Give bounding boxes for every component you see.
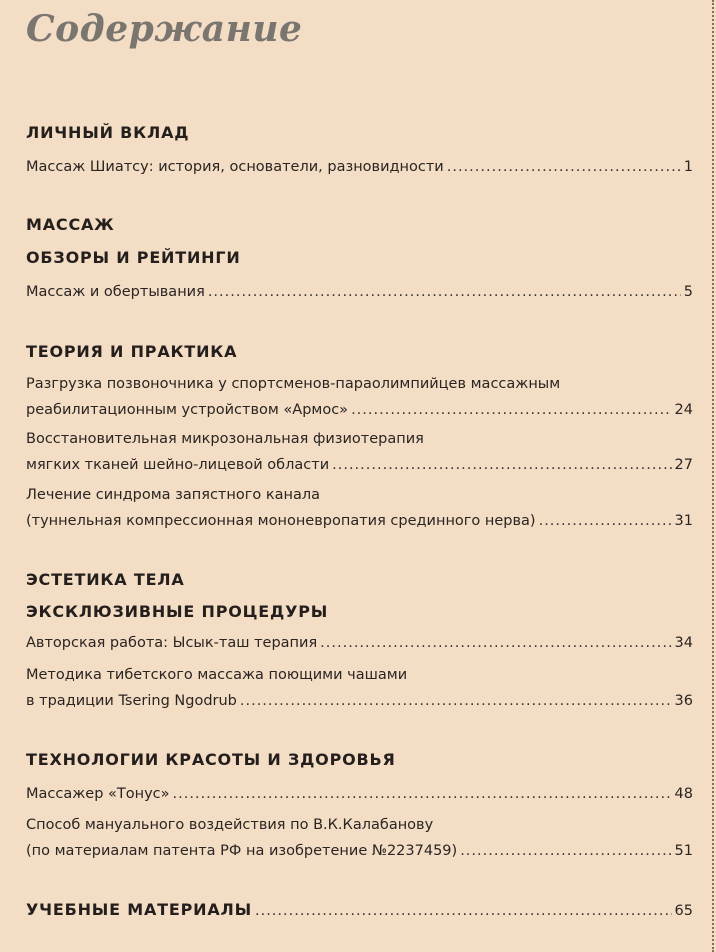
entry-title-line2: реабилитационным устройством «Армос» (26, 402, 349, 418)
page-number: 34 (674, 635, 693, 651)
dot-leader (173, 781, 672, 807)
toc-entry[interactable] (26, 482, 693, 534)
toc-entry[interactable] (26, 630, 693, 656)
dot-leader (240, 688, 672, 714)
toc-entry[interactable] (26, 781, 693, 807)
dot-leader (460, 838, 671, 864)
section-heading-theory: ТЕОРИЯ И ПРАКТИКА (26, 342, 238, 361)
page-number: 1 (683, 159, 693, 175)
page-number: 31 (674, 513, 693, 529)
entry-title-line1: Восстановительная микрозональная физиотерапия (26, 431, 424, 447)
entry-title-line1: Методика тибетского массажа поющими чашами (26, 667, 408, 683)
entry-title-line2: мягких тканей шейно-лицевой области (26, 457, 330, 473)
section-heading-personal: ЛИЧНЫЙ ВКЛАД (26, 123, 190, 142)
page-number: 65 (674, 903, 693, 919)
section-heading-aesthetics: ЭСТЕТИКА ТЕЛА (26, 570, 185, 589)
entry-title: Массаж и обертывания (26, 284, 205, 300)
subsection-heading-exclusive: ЭКСКЛЮЗИВНЫЕ ПРОЦЕДУРЫ (26, 602, 329, 621)
entry-title-line2: (по материалам патента РФ на изобретение №2237459) (26, 843, 458, 859)
section-heading-study: УЧЕБНЫЕ МАТЕРИАЛЫ (26, 900, 252, 919)
entry-title-line2: (туннельная компрессионная мононевропатия срединного нерва) (26, 513, 536, 529)
entry-title-line1: Способ мануального воздействия по В.К.Калабанову (26, 817, 434, 833)
toc-entry[interactable] (26, 426, 693, 478)
page-number: 48 (674, 786, 693, 802)
dot-leader (320, 630, 671, 656)
entry-title-line2: в традиции Tsering Ngodrub (26, 693, 237, 709)
dot-leader (539, 508, 672, 534)
page-number: 36 (674, 693, 693, 709)
page-edge-border (712, 0, 716, 952)
page-title: Содержание (26, 8, 303, 50)
entry-title: Авторская работа: Ысык-таш терапия (26, 635, 318, 651)
page-number: 27 (674, 457, 693, 473)
toc-entry[interactable] (26, 812, 693, 864)
toc-entry[interactable] (26, 662, 693, 714)
dot-leader (351, 397, 671, 423)
dot-leader (447, 154, 681, 180)
section-heading-massage: МАССАЖ (26, 215, 115, 234)
entry-title-line1: Разгрузка позвоночника у спортсменов-параолимпийцев массажным (26, 376, 561, 392)
page-number: 5 (683, 284, 693, 300)
toc-entry[interactable] (26, 371, 693, 423)
toc-entry[interactable] (26, 279, 693, 305)
page-number: 51 (674, 843, 693, 859)
page-number: 24 (674, 402, 693, 418)
dot-leader (208, 279, 681, 305)
dot-leader (255, 898, 672, 924)
entry-title: Массажер «Тонус» (26, 786, 170, 802)
dot-leader (332, 452, 671, 478)
toc-entry-study-materials[interactable] (26, 897, 693, 923)
entry-title: Массаж Шиатсу: история, основатели, разновидности (26, 159, 444, 175)
toc-entry[interactable] (26, 154, 693, 180)
entry-title-line1: Лечение синдрома запястного канала (26, 487, 320, 503)
subsection-heading-reviews: ОБЗОРЫ И РЕЙТИНГИ (26, 248, 241, 267)
section-heading-beauty-tech: ТЕХНОЛОГИИ КРАСОТЫ И ЗДОРОВЬЯ (26, 750, 396, 769)
